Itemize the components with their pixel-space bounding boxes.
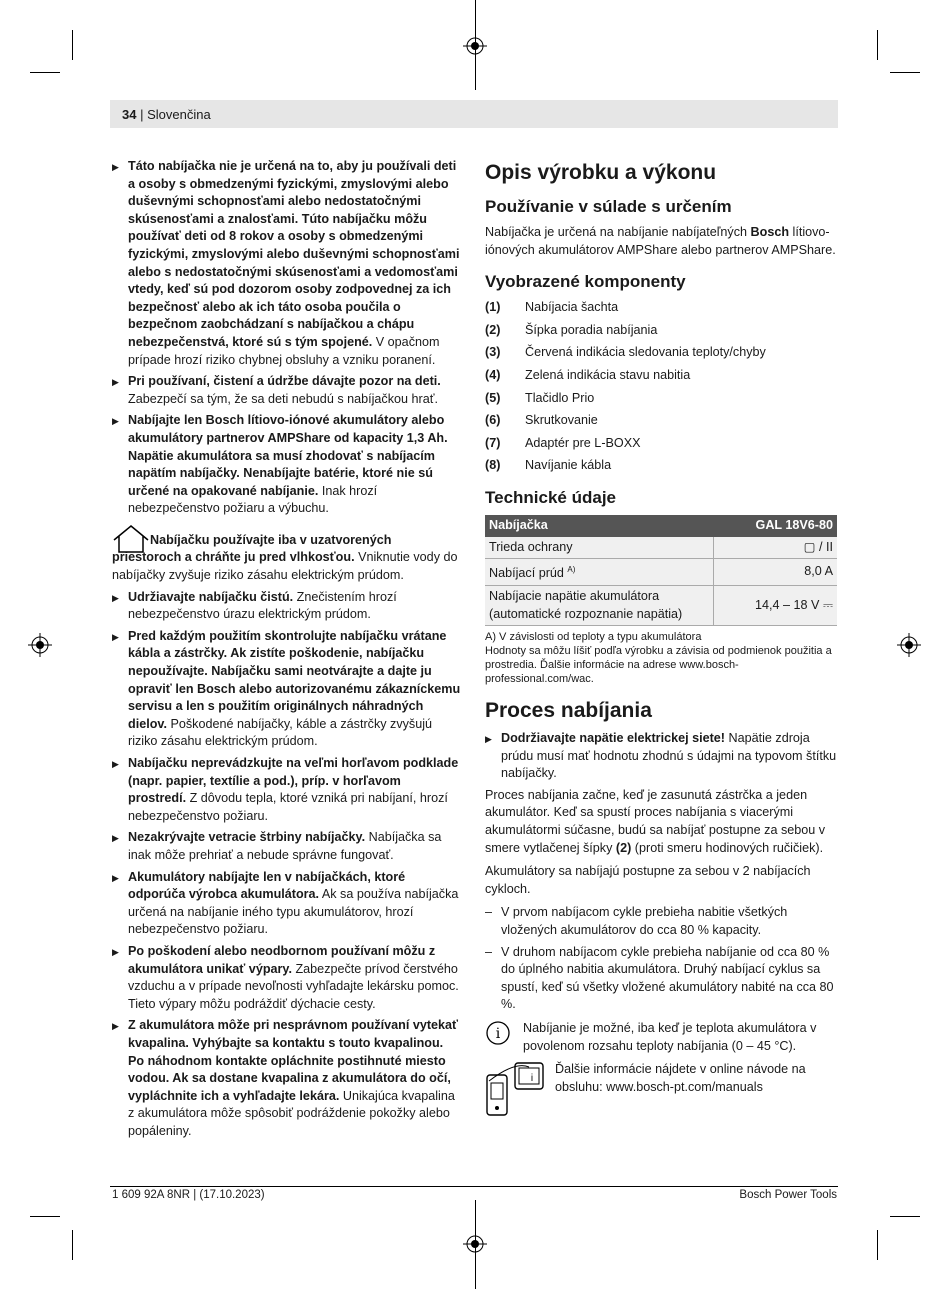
header-language: Slovenčina xyxy=(147,107,211,122)
info-icon xyxy=(485,1020,511,1046)
component-label: Červená indikácia sledovania teploty/chyby xyxy=(525,345,766,360)
safety-item xyxy=(112,373,462,408)
section-heading: Vyobrazené komponenty xyxy=(485,272,686,292)
table-cell: Trieda ochrany xyxy=(485,537,714,559)
component-label: Zelená indikácia stavu nabitia xyxy=(525,367,691,382)
left-column xyxy=(112,158,462,1144)
safety-warning-text: Vniknutie vody do nabíjačky zvyšuje riziko zásahu elektrickým prúdom. xyxy=(112,550,458,583)
right-column xyxy=(485,158,837,1133)
safety-warning-bold: Nabíjačku používajte iba v uzatvorených priestoroch a chráňte ju pred vlhkosťou. xyxy=(112,532,392,565)
safety-item xyxy=(112,589,462,624)
crop-mark xyxy=(72,30,73,60)
paragraph-text: Nabíjačka je určená na nabíjanie nabíjateľných xyxy=(485,225,751,239)
table-footnote: A) V závislosti od teploty a typu akumulátora xyxy=(485,631,702,644)
safety-warning-text: Zabezpečí sa tým, že sa deti nebudú s nabíjačkou hrať. xyxy=(128,391,438,406)
safety-item xyxy=(112,158,462,369)
table-cell xyxy=(485,559,714,586)
component-item xyxy=(485,390,837,408)
component-label: Skrutkovanie xyxy=(525,413,598,428)
footnote-marker: A) xyxy=(567,565,576,575)
component-number: (6) xyxy=(485,413,501,428)
safety-warning-text: Unikajúca kvapalina z akumulátora môže spôsobiť podráždenie pokožky alebo popáleniny. xyxy=(128,1088,455,1138)
component-item xyxy=(485,322,837,340)
charging-cycles-text: Akumulátory sa nabíjajú postupne za sebou v 2 nabíjacích cykloch. xyxy=(485,864,811,896)
table-cell: ▢ / II xyxy=(714,537,838,559)
safety-warning-text: Napätie zdroja prúdu musí mať hodnotu zhodnú s údajmi na typovom štítku nabíjačky. xyxy=(501,731,837,781)
charging-process-text xyxy=(485,787,837,857)
list-item: – V prvom nabíjacom cykle prebieha nabitie všetkých vložených akumulátorov do cca 80 % kapacity. xyxy=(485,904,837,939)
component-item xyxy=(485,457,837,475)
manual-note-text: Ďalšie informácie nájdete v online návode na obsluhu: www.bosch-pt.com/manuals xyxy=(555,1062,806,1094)
safety-item xyxy=(112,628,462,751)
crop-mark xyxy=(890,1216,920,1217)
component-item xyxy=(485,412,837,430)
cell-label: Nabíjací prúd xyxy=(489,566,564,581)
component-label: Adaptér pre L-BOXX xyxy=(525,435,641,450)
safety-warning-text: Poškodené nabíjačky, káble a zástrčky zvyšujú riziko zásahu elektrickým prúdom. xyxy=(128,716,433,749)
page-header: 34 | Slovenčina xyxy=(110,100,838,128)
crop-mark xyxy=(877,30,878,60)
component-number: (2) xyxy=(485,322,501,337)
tech-data-table xyxy=(485,515,837,626)
safety-warning-text: Ak sa používa nabíjačka určená na nabíjanie iného typu akumulátorov, hrozí nebezpečenstvo požiaru. xyxy=(128,887,459,937)
table-cell: 14,4 – 18 V ⎓ xyxy=(714,585,838,625)
indoor-use-warning xyxy=(112,532,462,585)
table-cell: Nabíjacie napätie akumulátora (automatické rozpoznanie napätia) xyxy=(485,585,714,625)
safety-warning-text: Zabezpečte prívod čerstvého vzduchu a v prípade nevoľnosti vyhľadajte lekársku pomoc. Tieto výpary môžu podráždiť dýchacie cesty. xyxy=(128,961,459,1011)
component-item xyxy=(485,367,837,385)
safety-warning-bold: Z akumulátora môže pri nesprávnom používaní vytekať kvapalina. Vyhýbajte sa kontaktu s touto kvapalinou. Po náhodnom kontakte opláchnite postihnuté miesto vodou. Ak sa dostane kvapalina z akumulátora do očí, vypláchnite ich a vyhľadajte lekára. xyxy=(128,1018,459,1103)
component-number: (1) xyxy=(485,300,501,315)
paragraph-text: (proti smeru hodinových ručičiek). xyxy=(631,840,824,855)
registration-mark-icon xyxy=(28,633,52,657)
component-list xyxy=(485,299,837,475)
component-number: (7) xyxy=(485,435,501,450)
safety-warning-bold: Pri používaní, čistení a údržbe dávajte pozor na deti. xyxy=(128,374,441,389)
component-item xyxy=(485,435,837,453)
safety-warning-bold: Nabíjajte len Bosch lítiovo-iónové akumulátory alebo akumulátory partnerov AMPShare od kapacity 1,3 Ah. Napätie akumulátora sa musí zhodovať s nabíjacím napätím nabíjačky. Nenabíjajte batérie, ktoré nie sú určené na opakované nabíjanie. xyxy=(128,413,448,498)
component-label: Tlačidlo Prio xyxy=(525,390,595,405)
safety-warning-text: Znečistením hrozí nebezpečenstvo úrazu elektrickým prúdom. xyxy=(128,589,397,622)
section-title: Proces nabíjania xyxy=(485,699,652,723)
list-item: – V druhom nabíjacom cykle prebieha nabíjanie od cca 80 % do úplného nabitia akumulátora. Druhý nabíjací cyklus sa spustí, keď sú všetky vložené akumulátory nabité na cca 80 %. xyxy=(485,944,837,1014)
safety-item xyxy=(112,1017,462,1140)
component-item xyxy=(485,299,837,317)
safety-item xyxy=(485,730,837,783)
svg-text:i: i xyxy=(495,1026,501,1042)
intended-use-text xyxy=(485,224,837,259)
paragraph-text: Proces nabíjania začne, keď je zasunutá zástrčka a jeden akumulátor. Keď sa spustí proces nabíjania s viacerými akumulátormi súčasne, budú sa nabíjať postupne za sebou v smere vytlačenej šípky xyxy=(485,787,826,855)
svg-text:i: i xyxy=(530,1073,534,1085)
section-heading: Používanie v súlade s určením xyxy=(485,197,732,216)
safety-item xyxy=(112,412,462,518)
component-label: Nabíjacia šachta xyxy=(525,300,619,315)
info-note-text: Nabíjanie je možné, iba keď je teplota akumulátora v povolenom rozsahu teploty nabíjania (0 – 45 °C). xyxy=(523,1021,817,1053)
footer-brand: Bosch Power Tools xyxy=(739,1189,837,1201)
safety-warning-bold: Akumulátory nabíjajte len v nabíjačkách, ktoré odporúča výrobca akumulátora. xyxy=(128,869,406,902)
safety-warning-bold: Nabíjačku neprevádzkujte na veľmi horľavom podklade (napr. papier, textílie a pod.), príp. v horľavom prostredí. xyxy=(128,756,459,806)
safety-item xyxy=(112,943,462,1013)
footer-rule xyxy=(110,1186,838,1187)
component-label: Šípka poradia nabíjania xyxy=(525,322,658,337)
safety-warning-text: Z dôvodu tepla, ktoré vzniká pri nabíjaní, hrozí nebezpečenstvo požiaru. xyxy=(128,791,448,823)
safety-item xyxy=(112,869,462,939)
component-number: (5) xyxy=(485,390,501,405)
registration-mark-icon xyxy=(463,1232,487,1256)
section-heading: Technické údaje xyxy=(485,487,617,507)
registration-mark-icon xyxy=(897,633,921,657)
safety-warning-bold: Pred každým použitím skontrolujte nabíjačku vrátane kábla a zástrčky. Ak zistíte poškodenie, nabíjačku nepoužívajte. Nabíjačku sami neotvárajte a dajte ju opraviť len Bosch alebo autorizovanému zákazníckemu servisu a len s použitím originálnych náhradných dielov. xyxy=(128,628,461,731)
online-manual-icon xyxy=(485,1061,547,1121)
page-number: 34 xyxy=(122,107,137,122)
manual-note xyxy=(485,1061,837,1127)
registration-mark-icon xyxy=(463,34,487,58)
component-number: (3) xyxy=(485,345,501,360)
reference-number: (2) xyxy=(615,840,632,855)
component-label: Navíjanie kábla xyxy=(525,458,612,473)
paragraph-text: lítiovo-iónových akumulátorov AMPShare alebo partnerov AMPShare. xyxy=(485,225,836,257)
component-number: (4) xyxy=(485,367,501,382)
component-number: (8) xyxy=(485,458,501,473)
safety-warning-bold: Táto nabíjačka nie je určená na to, aby ju používali deti a osoby s obmedzenými fyzickými, zmyslovými alebo duševnými schopnosťami alebo nedostatočnými skúsenosťami a znalosťami. Túto nabíjačku môžu používať deti od 8 rokov a osoby s obmedzenými fyzickými, zmyslovými alebo duševnými schopnosťami alebo s nedostatočnými skúsenosťami a vedomosťami vtedy, keď sú pod dozorom osoby zodpovednej za ich bezpečnosť alebo ak ich táto osoba poučila o bezpečnom zaobchádzaní s nabíjačkou a chápu nebezpečenstvá, ktoré sú s tým spojené. xyxy=(128,159,460,349)
component-item xyxy=(485,344,837,362)
safety-warning-text: Inak hrozí nebezpečenstvo požiaru a výbuchu. xyxy=(128,483,378,516)
table-cell: 8,0 A xyxy=(714,559,838,586)
brand-name: Bosch xyxy=(750,225,790,239)
safety-warning-bold: Nezakrývajte vetracie štrbiny nabíjačky. xyxy=(128,830,366,845)
safety-warning-text: Nabíjačka sa inak môže prehriať a nebude správne fungovať. xyxy=(128,830,442,862)
crop-mark xyxy=(72,1230,73,1260)
safety-item xyxy=(112,755,462,825)
table-header: GAL 18V6-80 xyxy=(714,515,838,537)
safety-warning-bold: Dodržiavajte napätie elektrickej siete! xyxy=(501,731,725,746)
crop-mark xyxy=(30,72,60,73)
crop-mark xyxy=(890,72,920,73)
section-title: Opis výrobku a výkonu xyxy=(485,161,717,184)
info-note xyxy=(485,1020,837,1055)
table-header: Nabíjačka xyxy=(485,515,714,537)
footer-doc-number: 1 609 92A 8NR | (17.10.2023) xyxy=(112,1189,265,1201)
crop-mark xyxy=(30,1216,60,1217)
crop-mark xyxy=(877,1230,878,1260)
table-note: Hodnoty sa môžu líšiť podľa výrobku a závisia od podmienok použitia a prostredia. Ďalšie informácie na adrese www.bosch-professional.com/wac. xyxy=(485,645,832,686)
safety-warning-text: V opačnom prípade hrozí riziko chybnej obsluhy a vzniku poranení. xyxy=(128,334,440,367)
house-icon xyxy=(112,524,150,554)
safety-warning-bold: Po poškodení alebo neodbornom používaní môžu z akumulátora unikať výpary. xyxy=(128,943,436,976)
safety-item xyxy=(112,829,462,864)
safety-warning-bold: Udržiavajte nabíjačku čistú. xyxy=(128,589,294,604)
